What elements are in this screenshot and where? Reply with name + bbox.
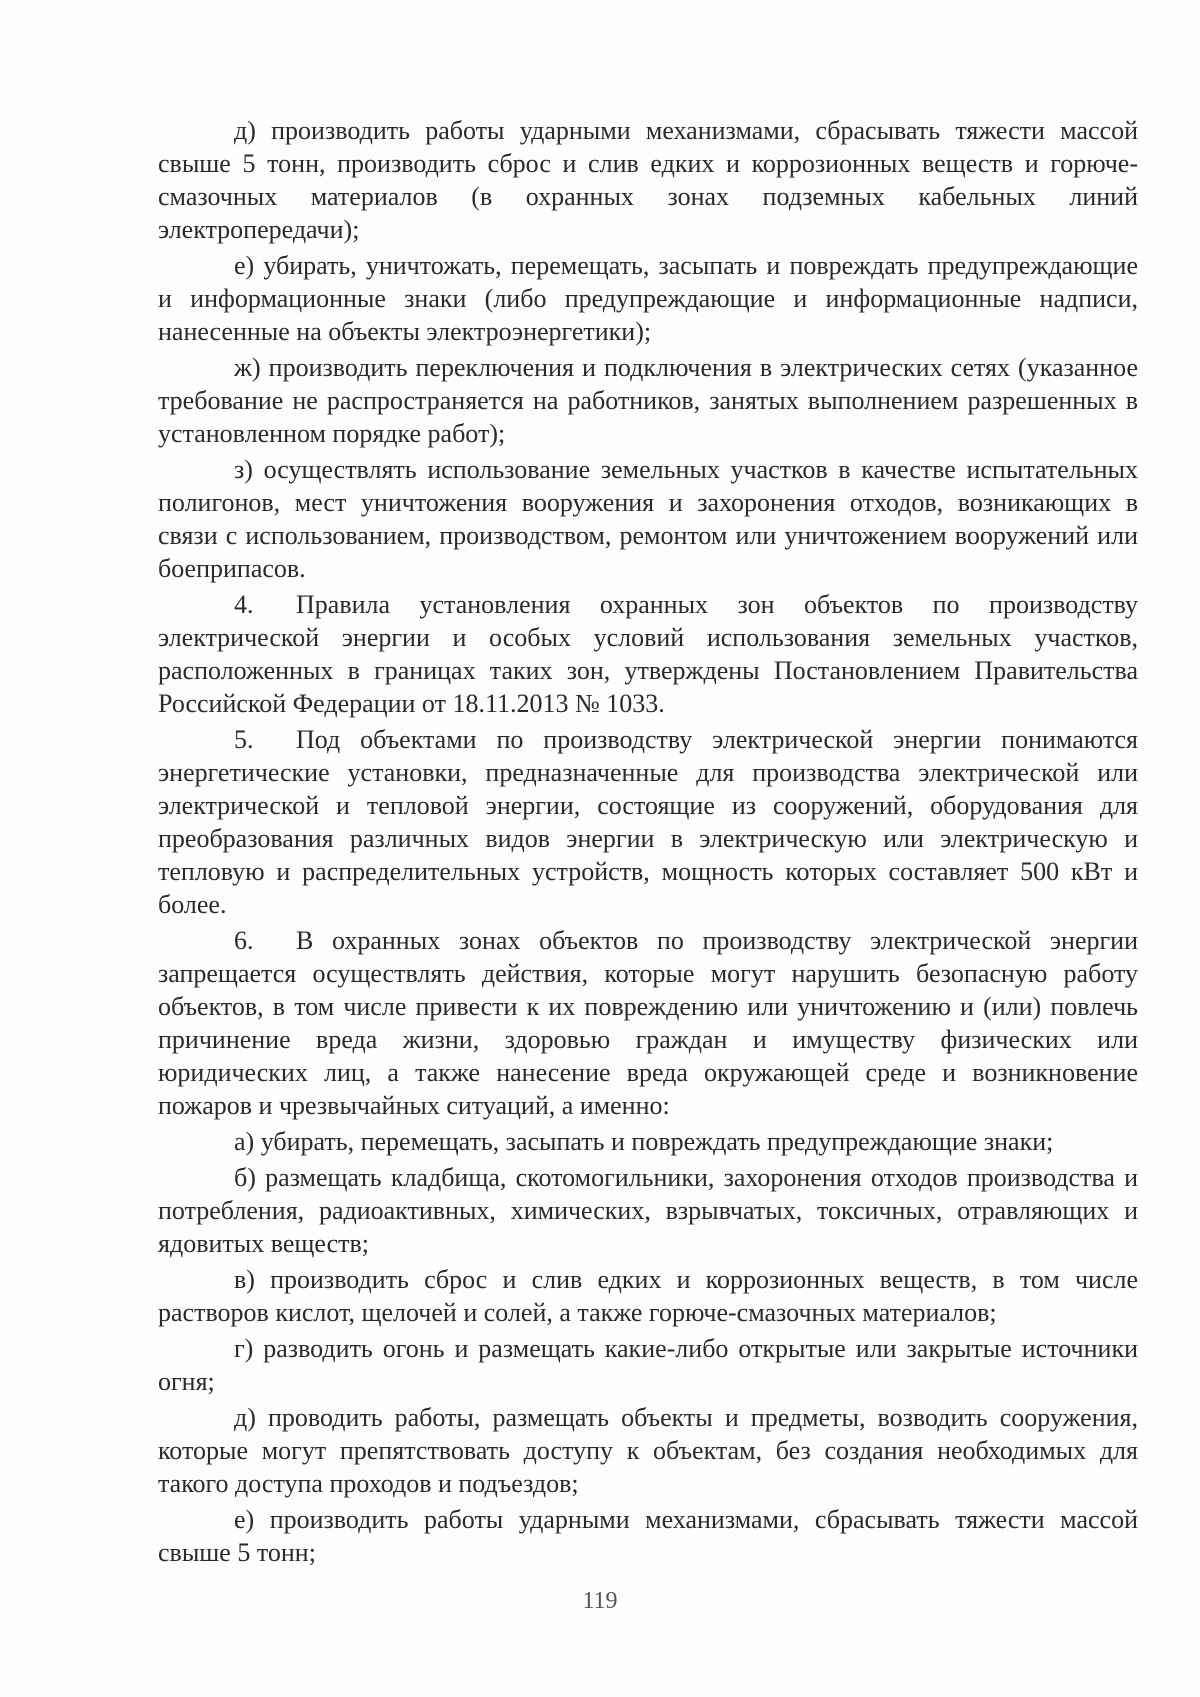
point-text: Правила установления охранных зон объектов по производству электрической энергии и особых условий использования земельных участков, расположенных в границах таких зон, утверждены Постановлением Правительства Российской Федерации от 18.11.2013 № 1033. <box>158 590 1138 718</box>
paragraph-item-e-2: е) производить работы ударными механизмами, сбрасывать тяжести массой свыше 5 тонн; <box>158 1505 1138 1567</box>
point-number: 6. <box>234 926 254 955</box>
paragraph-item-d-2: д) проводить работы, размещать объекты и предметы, возводить сооружения, которые могут препятствовать доступу к объектам, без создания необходимых для такого доступа проходов и подъездов; <box>158 1403 1138 1498</box>
paragraph-item-d: д) производить работы ударными механизмами, сбрасывать тяжести массой свыше 5 тонн, производить сброс и слив едких и коррозионных веществ и горюче-смазочных материалов (в охранных зонах подземных кабельных линий электропередачи); <box>158 116 1138 244</box>
paragraph-point-4 <box>158 588 1138 720</box>
point-number: 5. <box>234 725 254 754</box>
paragraph-item-zh: ж) производить переключения и подключения в электрических сетях (указанное требование не распространяется на работников, занятых выполнением разрешенных в установленном порядке работ); <box>158 353 1138 448</box>
page-number: 119 <box>582 1588 618 1614</box>
paragraph-point-5 <box>158 723 1138 921</box>
paragraph-item-g: г) разводить огонь и размещать какие-либо открытые или закрытые источники огня; <box>158 1334 1138 1396</box>
paragraph-item-e: е) убирать, уничтожать, перемещать, засыпать и повреждать предупреждающие и информационные знаки (либо предупреждающие и информационные надписи, нанесенные на объекты электроэнергетики); <box>158 251 1138 346</box>
point-number: 4. <box>234 590 254 619</box>
paragraph-item-v: в) производить сброс и слив едких и коррозионных веществ, в том числе растворов кислот, щелочей и солей, а также горюче-смазочных материалов; <box>158 1265 1138 1327</box>
paragraph-item-a: а) убирать, перемещать, засыпать и повреждать предупреждающие знаки; <box>234 1127 1054 1156</box>
paragraph-item-b: б) размещать кладбища, скотомогильники, захоронения отходов производства и потребления, радиоактивных, химических, взрывчатых, токсичных, отравляющих и ядовитых веществ; <box>158 1163 1138 1258</box>
point-text: Под объектами по производству электрической энергии понимаются энергетические установки, предназначенные для производства электрической или электрической и тепловой энергии, состоящие из сооружений, оборудования для преобразования различных видов энергии в электрическую или электрическую и тепловую и распределительных устройств, мощность которых составляет 500 кВт и более. <box>158 725 1138 919</box>
document-body <box>158 114 1138 1572</box>
paragraph-point-6 <box>158 924 1138 1122</box>
point-text: В охранных зонах объектов по производству электрической энергии запрещается осуществлять действия, которые могут нарушить безопасную работу объектов, в том числе привести к их повреждению или уничтожению и (или) повлечь причинение вреда жизни, здоровью граждан и имуществу физических или юридических лиц, а также нанесение вреда окружающей среде и возникновение пожаров и чрезвычайных ситуаций, а именно: <box>158 926 1138 1120</box>
paragraph-item-z: з) осуществлять использование земельных участков в качестве испытательных полигонов, мест уничтожения вооружения и захоронения отходов, возникающих в связи с использованием, производством, ремонтом или уничтожением вооружений или боеприпасов. <box>158 455 1138 583</box>
